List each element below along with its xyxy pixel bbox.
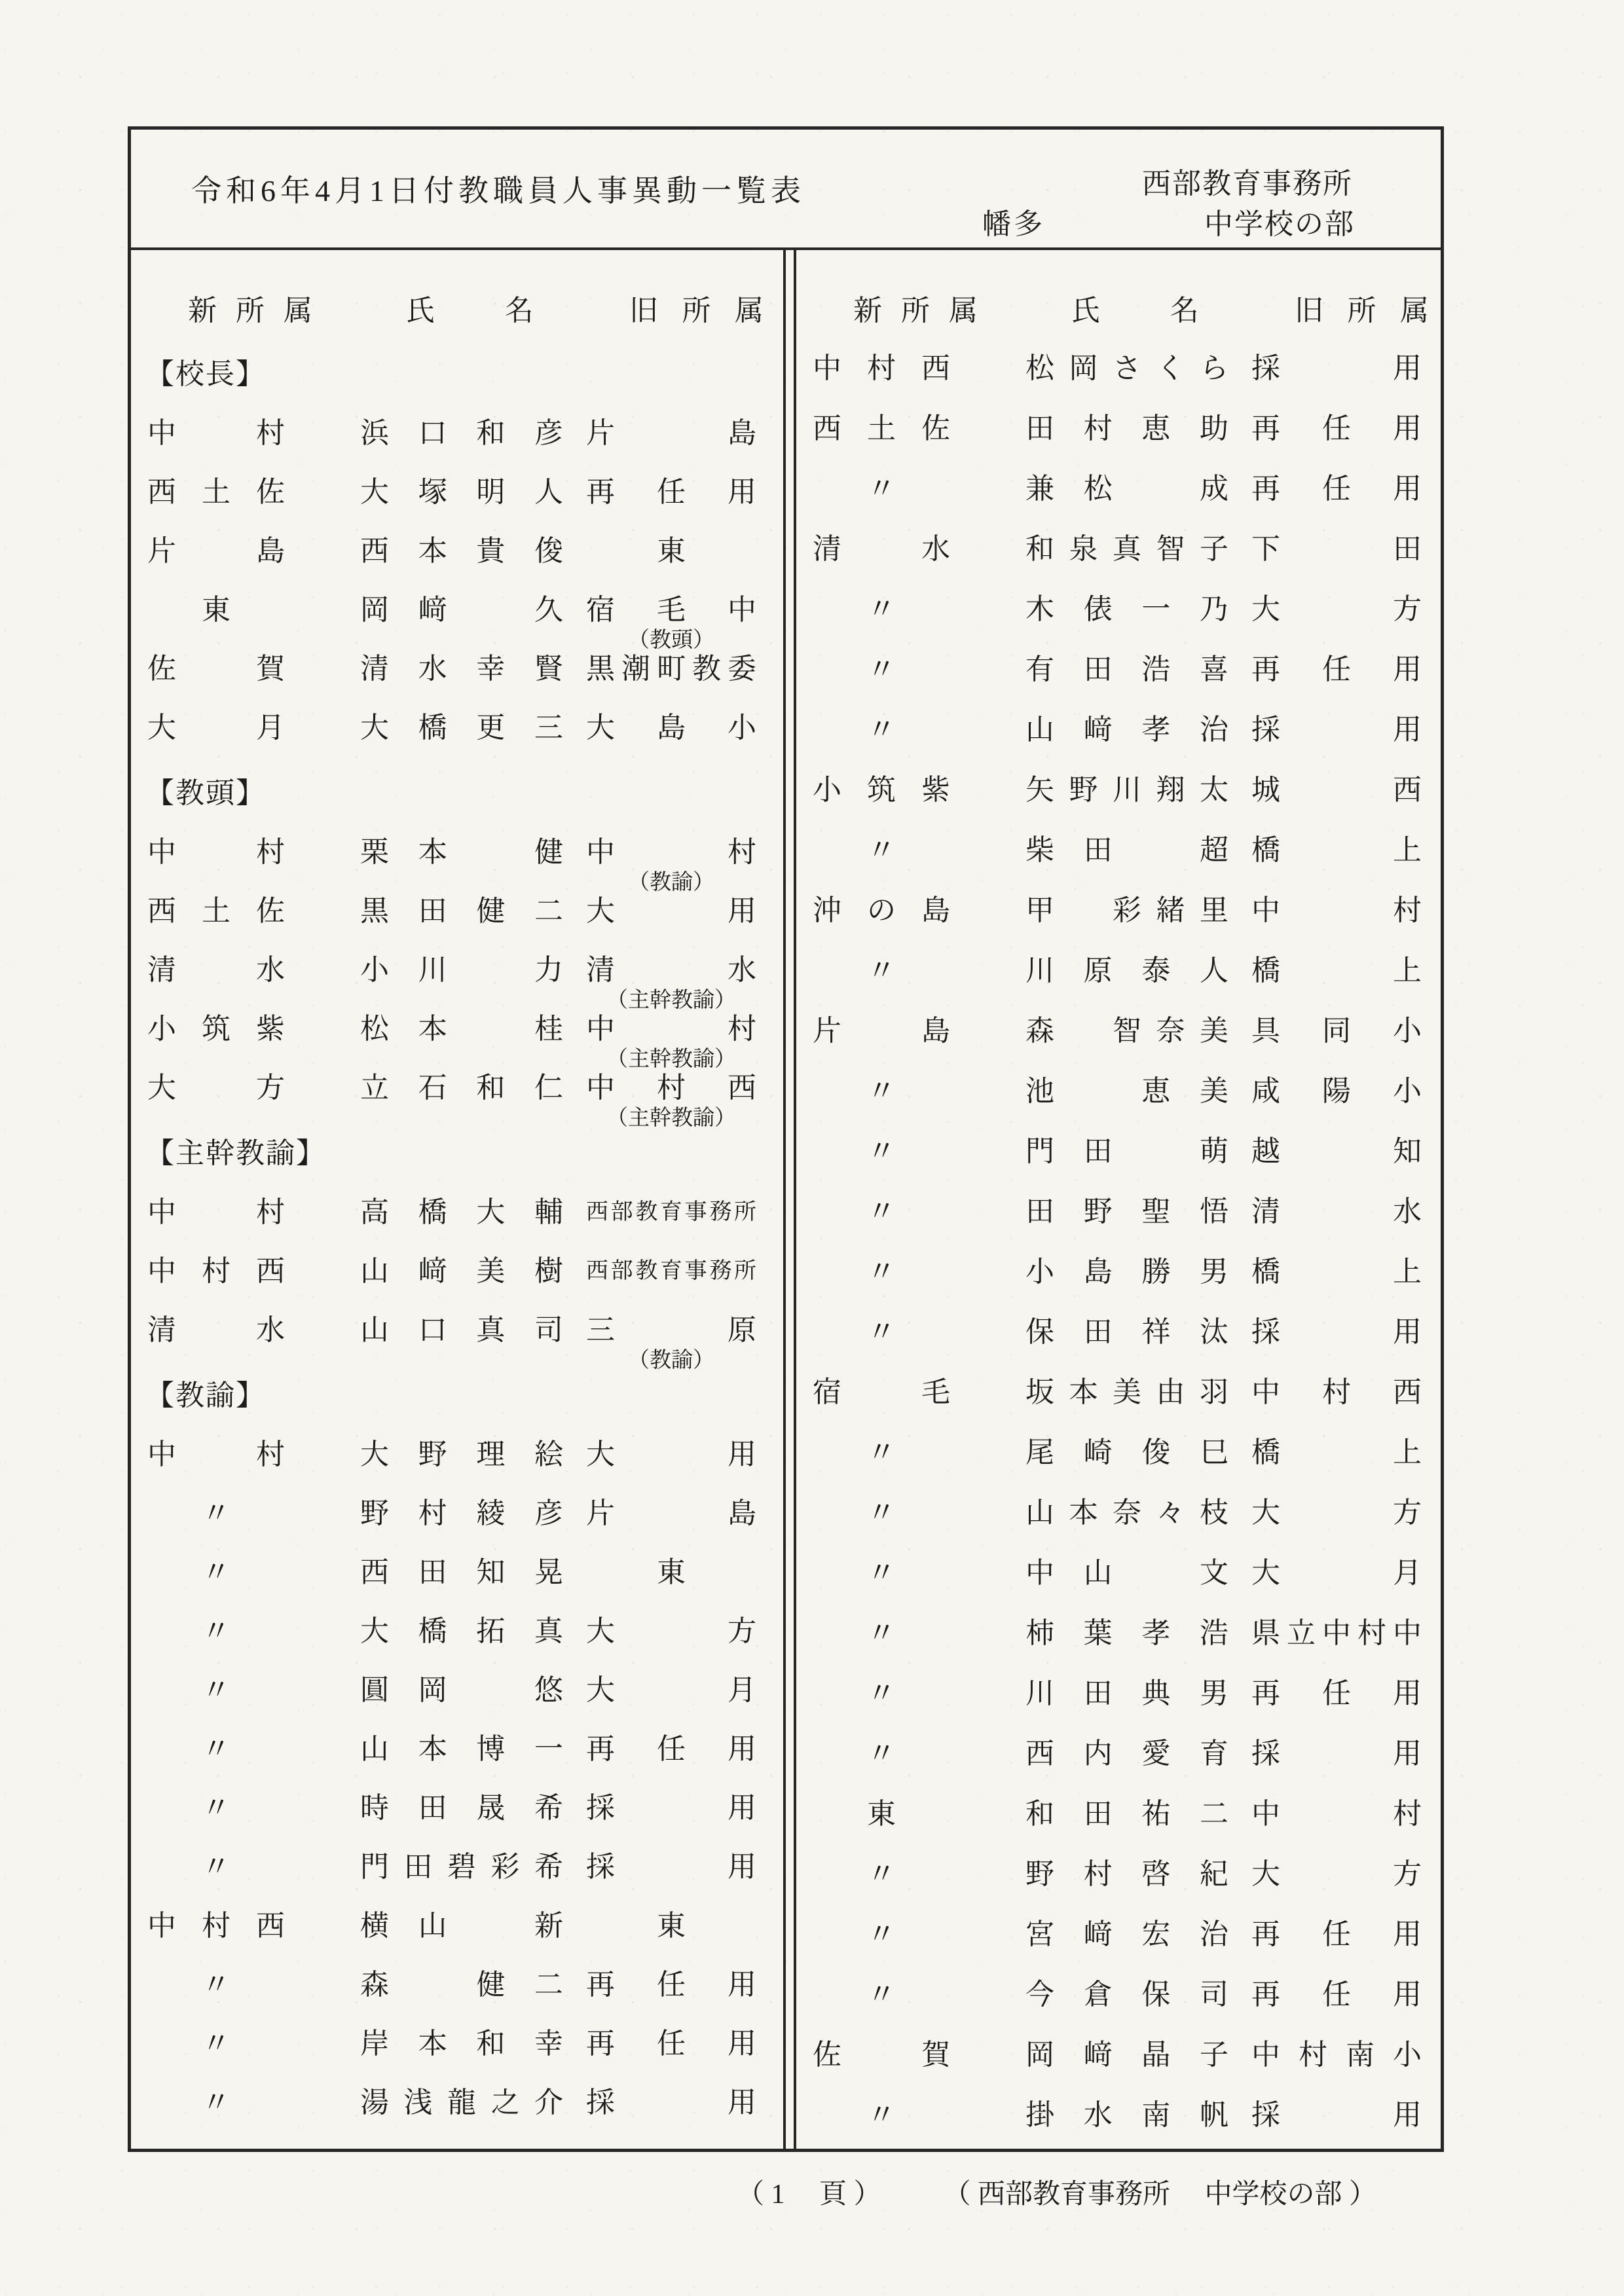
- table-row: [131, 522, 783, 581]
- cell-old-affiliation: 中 村 （教諭）: [586, 836, 756, 894]
- cell-name: 川 原 泰 人: [1025, 955, 1228, 987]
- table-row: [796, 1001, 1441, 1061]
- cell-new-affiliation: 沖 の 島: [813, 894, 950, 926]
- source-label: （ 西部教育事務所 中学校の部 ）: [943, 2179, 1377, 2210]
- cell-new-affiliation: 〃: [202, 1556, 231, 1588]
- table-row: [131, 941, 783, 1012]
- cell-old-affiliation: 宿 毛 中 （教頭）: [586, 594, 756, 652]
- cell-old-affiliation: 採 用: [1251, 714, 1422, 746]
- cell-old-affiliation: 大 方: [1251, 1858, 1422, 1890]
- cell-old-affiliation: 中 村 南 小: [1251, 2039, 1422, 2071]
- cell-name: 黒 田 健 二: [360, 895, 563, 927]
- cell-name: 大 野 理 絵: [360, 1438, 563, 1470]
- cell-name: 中 山 文: [1025, 1557, 1228, 1589]
- cell-new-affiliation: 〃: [867, 834, 896, 866]
- cell-name: 尾 崎 俊 巳: [1025, 1436, 1228, 1468]
- cell-new-affiliation: 清 水: [147, 954, 285, 986]
- table-row: [131, 1897, 783, 1956]
- cell-name: 清 水 幸 賢: [360, 653, 563, 685]
- table-row: [131, 1720, 783, 1779]
- cell-old-affiliation: 城 西: [1251, 774, 1422, 806]
- table-row: [131, 1661, 783, 1720]
- cell-new-affiliation: 中 村 西: [147, 1255, 285, 1287]
- cell-new-affiliation: 〃: [867, 1256, 896, 1288]
- cell-new-affiliation: 〃: [202, 1851, 231, 1883]
- column-header-left: [131, 283, 783, 338]
- cell-old-affiliation: 再 任 用: [1251, 1677, 1422, 1709]
- cell-old-affiliation: 清 水 （主幹教諭）: [586, 954, 756, 1012]
- document-frame: [128, 126, 1444, 2152]
- cell-new-affiliation: 〃: [867, 1617, 896, 1649]
- header-new-affiliation: 新 所 属: [853, 294, 978, 327]
- table-row: [131, 463, 783, 522]
- cell-name: 山 﨑 孝 治: [1025, 714, 1228, 746]
- cell-old-affiliation: 大 方: [1251, 1497, 1422, 1529]
- table-row: [131, 1956, 783, 2014]
- cell-old-affiliation: 西 部 教 育 事 務 所: [586, 1200, 756, 1224]
- cell-name: 木 俵 一 乃: [1025, 593, 1228, 625]
- cell-new-affiliation: 〃: [202, 2028, 231, 2060]
- cell-name: 山 本 博 一: [360, 1733, 563, 1765]
- cell-old-affiliation: 大 島 小: [586, 712, 756, 744]
- table-row: [796, 1844, 1441, 1904]
- section-header: 【教頭】: [145, 777, 266, 809]
- cell-name: 立 石 和 仁: [360, 1072, 563, 1104]
- cell-new-affiliation: 〃: [867, 1075, 896, 1107]
- table-row: [796, 1784, 1441, 1844]
- header-new-affiliation: 新 所 属: [188, 294, 312, 327]
- cell-old-affiliation: 再 任 用: [586, 1733, 756, 1765]
- table-row: [796, 1904, 1441, 1965]
- cell-new-affiliation: 中 村: [147, 836, 285, 868]
- cell-name: 浜 口 和 彦: [360, 417, 563, 449]
- cell-name: 山 口 真 司: [360, 1314, 563, 1346]
- position-note: （主幹教諭）: [606, 1106, 736, 1130]
- cell-new-affiliation: 〃: [867, 1497, 896, 1529]
- table-row: [131, 1301, 783, 1372]
- cell-old-affiliation: 採 用: [1251, 2099, 1422, 2131]
- table-row: [796, 1724, 1441, 1784]
- cell-name: 岸 本 和 幸: [360, 2028, 563, 2060]
- cell-name: 松 岡 さ く ら: [1025, 352, 1228, 384]
- left-column: [131, 250, 783, 2149]
- cell-new-affiliation: 〃: [867, 2099, 896, 2131]
- cell-name: 森 智 奈 美: [1025, 1015, 1228, 1047]
- cell-name: 門 田 碧 彩 希: [360, 1851, 563, 1883]
- cell-old-affiliation: 県 立 中 村 中: [1251, 1617, 1422, 1649]
- table-row: [796, 941, 1441, 1001]
- table-row: [796, 1121, 1441, 1182]
- table-row: [131, 2073, 783, 2132]
- cell-new-affiliation: 〃: [202, 1674, 231, 1706]
- right-column: [796, 250, 1441, 2149]
- cell-new-affiliation: 中 村: [147, 1438, 285, 1470]
- cell-name: 西 田 知 晃: [360, 1556, 563, 1588]
- table-row: [131, 581, 783, 652]
- cell-name: 野 村 啓 紀: [1025, 1858, 1228, 1890]
- table-row: [796, 700, 1441, 760]
- district-label: 幡多: [982, 208, 1045, 240]
- cell-old-affiliation: 大 用: [586, 1438, 756, 1470]
- document-title: 令和6年4月1日付教職員人事異動一覧表: [191, 174, 805, 208]
- cell-new-affiliation: 片 島: [147, 535, 285, 567]
- cell-name: 矢 野 川 翔 太: [1025, 774, 1228, 806]
- cell-old-affiliation: 清 水: [1251, 1195, 1422, 1228]
- cell-new-affiliation: 小 筑 紫: [147, 1013, 285, 1045]
- page-footer: [737, 2172, 1376, 2212]
- table-row: [131, 1779, 783, 1838]
- cell-name: 湯 浅 龍 之 介: [360, 2086, 563, 2119]
- cell-old-affiliation: 採 用: [1251, 1738, 1422, 1770]
- cell-old-affiliation: 西 部 教 育 事 務 所: [586, 1259, 756, 1283]
- cell-name: 有 田 浩 喜: [1025, 653, 1228, 685]
- table-row: [796, 2025, 1441, 2085]
- cell-new-affiliation: 〃: [867, 593, 896, 625]
- cell-old-affiliation: 再 任 用: [1251, 1978, 1422, 2011]
- cell-new-affiliation: 〃: [867, 1858, 896, 1890]
- cell-new-affiliation: 大 月: [147, 712, 285, 744]
- cell-name: 門 田 萌: [1025, 1135, 1228, 1167]
- cell-old-affiliation: 東: [657, 1556, 686, 1588]
- cell-new-affiliation: 東: [202, 594, 231, 626]
- cell-name: 今 倉 保 司: [1025, 1978, 1228, 2011]
- cell-old-affiliation: 橋 上: [1251, 1256, 1422, 1288]
- cell-new-affiliation: 中 村 西: [813, 352, 950, 384]
- cell-old-affiliation: 大 方: [586, 1615, 756, 1647]
- left-rows: [131, 338, 783, 2132]
- table-row: [796, 820, 1441, 881]
- cell-old-affiliation: 再 任 用: [586, 476, 756, 508]
- cell-name: 兼 松 成: [1025, 473, 1228, 505]
- table-row: [796, 1483, 1441, 1543]
- cell-new-affiliation: 〃: [867, 1978, 896, 2011]
- table-row: [131, 1183, 783, 1242]
- table-row: [796, 1543, 1441, 1603]
- cell-new-affiliation: 〃: [867, 1135, 896, 1167]
- cell-new-affiliation: 中 村: [147, 417, 285, 449]
- table-row: [131, 1838, 783, 1897]
- cell-name: 川 田 典 男: [1025, 1677, 1228, 1709]
- table-row: [796, 1242, 1441, 1302]
- column-divider: [783, 250, 796, 2149]
- office-name: 西部教育事務所: [1142, 168, 1353, 200]
- cell-new-affiliation: 〃: [202, 2086, 231, 2119]
- header-name: 氏 名: [1071, 294, 1199, 327]
- cell-new-affiliation: 西 土 佐: [813, 412, 950, 445]
- position-note: （主幹教諭）: [606, 1048, 736, 1071]
- cell-name: 宮 﨑 宏 治: [1025, 1918, 1228, 1950]
- cell-old-affiliation: 再 任 用: [1251, 653, 1422, 685]
- cell-new-affiliation: 中 村 西: [147, 1910, 285, 1942]
- cell-name: 時 田 晟 希: [360, 1792, 563, 1824]
- cell-name: 岡 﨑 久: [360, 594, 563, 626]
- cell-name: 大 橋 拓 真: [360, 1615, 563, 1647]
- table-row: [796, 1664, 1441, 1724]
- cell-old-affiliation: 採 用: [1251, 1316, 1422, 1348]
- header-name: 氏 名: [406, 294, 534, 327]
- table-row: [796, 2085, 1441, 2145]
- cell-new-affiliation: 〃: [867, 955, 896, 987]
- table-row: [796, 459, 1441, 519]
- position-note: （教諭）: [628, 871, 714, 894]
- section-header: 【校長】: [145, 358, 266, 390]
- table-row: [796, 1061, 1441, 1121]
- cell-new-affiliation: 中 村: [147, 1196, 285, 1228]
- cell-old-affiliation: 橋 上: [1251, 1436, 1422, 1468]
- cell-old-affiliation: 三 原 （教諭）: [586, 1314, 756, 1372]
- table-row: [796, 1423, 1441, 1483]
- cell-old-affiliation: 再 任 用: [586, 2028, 756, 2060]
- cell-old-affiliation: 橋 上: [1251, 834, 1422, 866]
- table-row: [796, 1362, 1441, 1423]
- cell-new-affiliation: 小 筑 紫: [813, 774, 950, 806]
- table-row: [796, 1302, 1441, 1362]
- cell-name: 岡 﨑 晶 子: [1025, 2039, 1228, 2071]
- table-row: [796, 519, 1441, 579]
- cell-old-affiliation: 採 用: [586, 1851, 756, 1883]
- table-row: [131, 2014, 783, 2073]
- cell-old-affiliation: 再 任 用: [1251, 473, 1422, 505]
- cell-name: 西 本 貴 俊: [360, 535, 563, 567]
- cell-old-affiliation: 大 用: [586, 895, 756, 927]
- cell-new-affiliation: 〃: [867, 1557, 896, 1589]
- cell-name: 田 野 聖 悟: [1025, 1195, 1228, 1228]
- cell-new-affiliation: 宿 毛: [813, 1376, 950, 1408]
- cell-old-affiliation: 下 田: [1251, 533, 1422, 565]
- table-row: [131, 404, 783, 463]
- cell-new-affiliation: 〃: [202, 1792, 231, 1824]
- table-row: [796, 338, 1441, 399]
- header-old-affiliation: 旧 所 属: [629, 294, 764, 327]
- cell-name: 栗 本 健: [360, 836, 563, 868]
- section-header: 【教諭】: [145, 1379, 266, 1412]
- cell-old-affiliation: 東: [657, 535, 686, 567]
- cell-new-affiliation: 〃: [867, 1316, 896, 1348]
- school-section-label: 中学校の部: [1204, 208, 1355, 240]
- cell-old-affiliation: 具 同 小: [1251, 1015, 1422, 1047]
- right-rows: [796, 338, 1441, 2145]
- cell-name: 柴 田 超: [1025, 834, 1228, 866]
- cell-name: 掛 水 南 帆: [1025, 2099, 1228, 2131]
- cell-old-affiliation: 中 村: [1251, 894, 1422, 926]
- cell-old-affiliation: 片 島: [586, 1497, 756, 1529]
- cell-old-affiliation: 再 任 用: [1251, 1918, 1422, 1950]
- cell-old-affiliation: 大 月: [1251, 1557, 1422, 1589]
- cell-name: 池 恵 美: [1025, 1075, 1228, 1107]
- table-row: [131, 823, 783, 894]
- table-row: [131, 1242, 783, 1301]
- cell-new-affiliation: 片 島: [813, 1015, 950, 1047]
- cell-new-affiliation: 〃: [202, 1969, 231, 2001]
- position-note: （主幹教諭）: [606, 989, 736, 1012]
- cell-name: 松 本 桂: [360, 1013, 563, 1045]
- cell-old-affiliation: 採 用: [586, 2086, 756, 2119]
- cell-old-affiliation: 咸 陽 小: [1251, 1075, 1422, 1107]
- cell-name: 坂 本 美 由 羽: [1025, 1376, 1228, 1408]
- cell-new-affiliation: 東: [867, 1798, 896, 1830]
- cell-old-affiliation: 橋 上: [1251, 955, 1422, 987]
- cell-old-affiliation: 大 方: [1251, 593, 1422, 625]
- cell-name: 西 内 愛 育: [1025, 1738, 1228, 1770]
- cell-new-affiliation: 清 水: [813, 533, 950, 565]
- cell-new-affiliation: 西 土 佐: [147, 476, 285, 508]
- table-row: [796, 1965, 1441, 2025]
- table-row: [796, 760, 1441, 820]
- table-row: [796, 640, 1441, 700]
- table-row: [131, 1602, 783, 1661]
- cell-old-affiliation: 大 月: [586, 1674, 756, 1706]
- cell-old-affiliation: 再 任 用: [586, 1969, 756, 2001]
- cell-name: 横 山 新: [360, 1910, 563, 1942]
- cell-old-affiliation: 採 用: [1251, 352, 1422, 384]
- cell-new-affiliation: 〃: [867, 1436, 896, 1468]
- cell-name: 森 健 二: [360, 1969, 563, 2001]
- cell-new-affiliation: 西 土 佐: [147, 895, 285, 927]
- cell-name: 大 橋 更 三: [360, 712, 563, 744]
- title-band: [131, 130, 1441, 250]
- cell-old-affiliation: 採 用: [586, 1792, 756, 1824]
- cell-new-affiliation: 〃: [202, 1615, 231, 1647]
- position-note: （教頭）: [628, 629, 714, 652]
- table-row: [131, 1484, 783, 1543]
- table-body: [131, 250, 1441, 2149]
- column-header-right: [796, 283, 1441, 338]
- cell-name: 柿 葉 孝 浩: [1025, 1617, 1228, 1649]
- cell-name: 和 泉 真 智 子: [1025, 533, 1228, 565]
- cell-new-affiliation: 大 方: [147, 1072, 285, 1104]
- cell-old-affiliation: 東: [657, 1910, 686, 1942]
- cell-name: 山 﨑 美 樹: [360, 1255, 563, 1287]
- cell-old-affiliation: 中 村 西 （主幹教諭）: [586, 1072, 756, 1130]
- cell-name: 保 田 祥 汰: [1025, 1316, 1228, 1348]
- cell-old-affiliation: 中 村 西: [1251, 1376, 1422, 1408]
- cell-new-affiliation: 〃: [867, 653, 896, 685]
- cell-name: 圓 岡 悠: [360, 1674, 563, 1706]
- cell-name: 小 川 力: [360, 954, 563, 986]
- cell-name: 高 橋 大 輔: [360, 1196, 563, 1228]
- cell-new-affiliation: 〃: [867, 1738, 896, 1770]
- cell-new-affiliation: 〃: [867, 1195, 896, 1228]
- table-row: [796, 579, 1441, 640]
- cell-name: 大 塚 明 人: [360, 476, 563, 508]
- header-old-affiliation: 旧 所 属: [1295, 294, 1429, 327]
- position-note: （教諭）: [628, 1349, 714, 1372]
- cell-new-affiliation: 〃: [202, 1733, 231, 1765]
- cell-old-affiliation: 中 村 （主幹教諭）: [586, 1013, 756, 1071]
- cell-new-affiliation: 佐 賀: [147, 653, 285, 685]
- table-row: [131, 1425, 783, 1484]
- cell-old-affiliation: 越 知: [1251, 1135, 1422, 1167]
- cell-name: 甲 彩 緒 里: [1025, 894, 1228, 926]
- cell-name: 小 島 勝 男: [1025, 1256, 1228, 1288]
- cell-old-affiliation: 黒 潮 町 教 委: [586, 653, 756, 685]
- table-row: [131, 699, 783, 757]
- cell-new-affiliation: 〃: [867, 473, 896, 505]
- cell-name: 山 本 奈 々 枝: [1025, 1497, 1228, 1529]
- table-row: [796, 1603, 1441, 1664]
- cell-old-affiliation: 中 村: [1251, 1798, 1422, 1830]
- cell-old-affiliation: 再 任 用: [1251, 412, 1422, 445]
- cell-new-affiliation: 〃: [867, 1677, 896, 1709]
- cell-old-affiliation: 片 島: [586, 417, 756, 449]
- cell-new-affiliation: 〃: [202, 1497, 231, 1529]
- table-row: [796, 399, 1441, 459]
- table-row: [796, 1182, 1441, 1242]
- cell-name: 田 村 恵 助: [1025, 412, 1228, 445]
- cell-name: 和 田 祐 二: [1025, 1798, 1228, 1830]
- cell-new-affiliation: 〃: [867, 714, 896, 746]
- section-header: 【主幹教諭】: [145, 1137, 326, 1169]
- cell-name: 野 村 綾 彦: [360, 1497, 563, 1529]
- table-row: [131, 1543, 783, 1602]
- cell-new-affiliation: 清 水: [147, 1314, 285, 1346]
- page-number-label: （ 1 頁 ）: [737, 2179, 881, 2210]
- cell-new-affiliation: 佐 賀: [813, 2039, 950, 2071]
- table-row: [796, 881, 1441, 941]
- cell-new-affiliation: 〃: [867, 1918, 896, 1950]
